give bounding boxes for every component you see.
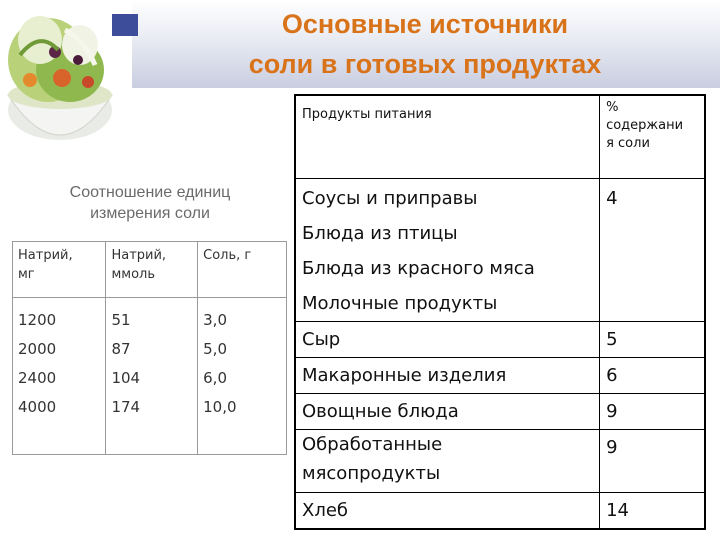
sources-row — [295, 358, 705, 394]
units-caption — [30, 182, 270, 224]
product-cell: Хлеб — [295, 493, 600, 530]
units-table — [12, 241, 287, 455]
salad-bowl-image — [0, 0, 118, 170]
header-sodium-mmol-line-2: ммоль — [111, 267, 155, 282]
product-cell: Макаронные изделия — [295, 358, 600, 394]
cell: 4000 — [18, 398, 57, 416]
cell: 174 — [111, 398, 141, 416]
sources-row — [295, 179, 705, 322]
product-cell — [295, 179, 600, 322]
page-title — [185, 4, 665, 84]
header-salt-percent-line-1: % — [606, 100, 619, 115]
title-line-1: Основные источники — [281, 9, 569, 39]
cell: 3,0 — [203, 311, 227, 329]
cell: 1200 — [18, 311, 57, 329]
product-name: Блюда из птицы — [302, 223, 458, 244]
product-cell — [295, 430, 600, 493]
product-name: Соусы и приправы — [302, 188, 478, 209]
sources-header-row — [295, 95, 705, 179]
salt-percent-cell: 9 — [600, 394, 705, 430]
product-cell: Овощные блюда — [295, 394, 600, 430]
header-sodium-mmol — [106, 242, 198, 298]
sources-row — [295, 322, 705, 358]
cell: 5,0 — [203, 340, 227, 358]
cell: 104 — [111, 369, 141, 387]
units-caption-line-1: Соотношение единиц — [69, 184, 231, 201]
column-salt-g — [198, 298, 287, 455]
units-table-body-row — [13, 298, 287, 455]
column-sodium-mg — [13, 298, 106, 455]
units-table-header-row — [13, 242, 287, 298]
units-caption-line-2: измерения соли — [90, 205, 210, 222]
salt-percent-cell: 6 — [600, 358, 705, 394]
product-name-line-1: Обработанные — [302, 434, 443, 455]
sources-row — [295, 394, 705, 430]
salt-sources-table — [294, 94, 706, 530]
product-name: Молочные продукты — [302, 293, 498, 314]
product-cell: Сыр — [295, 322, 600, 358]
header-salt-percent-line-2: содержани — [606, 118, 684, 133]
cell: 6,0 — [203, 369, 227, 387]
salt-percent-cell: 9 — [600, 430, 705, 493]
cell: 10,0 — [203, 398, 237, 416]
cell: 51 — [111, 311, 131, 329]
column-sodium-mmol — [106, 298, 198, 455]
header-salt-percent-line-3: я соли — [606, 136, 650, 151]
product-name: Блюда из красного мяса — [302, 258, 535, 279]
title-line-2: соли в готовых продуктах — [248, 49, 602, 79]
header-sodium-mg — [13, 242, 106, 298]
salt-percent-cell: 4 — [600, 179, 705, 322]
header-products: Продукты питания — [295, 95, 600, 179]
header-sodium-mg-line-1: Натрий, — [18, 248, 73, 263]
cell: 2400 — [18, 369, 57, 387]
header-salt-g — [198, 242, 287, 298]
product-name-line-2: мясопродукты — [302, 463, 441, 484]
header-sodium-mmol-line-1: Натрий, — [111, 248, 167, 263]
sources-row — [295, 430, 705, 493]
header-salt-percent — [600, 95, 705, 179]
cell: 87 — [111, 340, 131, 358]
header-sodium-mg-line-2: мг — [18, 267, 35, 282]
header-salt-g-line-1: Соль, г — [203, 248, 252, 263]
salt-percent-cell: 14 — [600, 493, 705, 530]
sources-row — [295, 493, 705, 530]
salt-percent-cell: 5 — [600, 322, 705, 358]
cell: 2000 — [18, 340, 57, 358]
